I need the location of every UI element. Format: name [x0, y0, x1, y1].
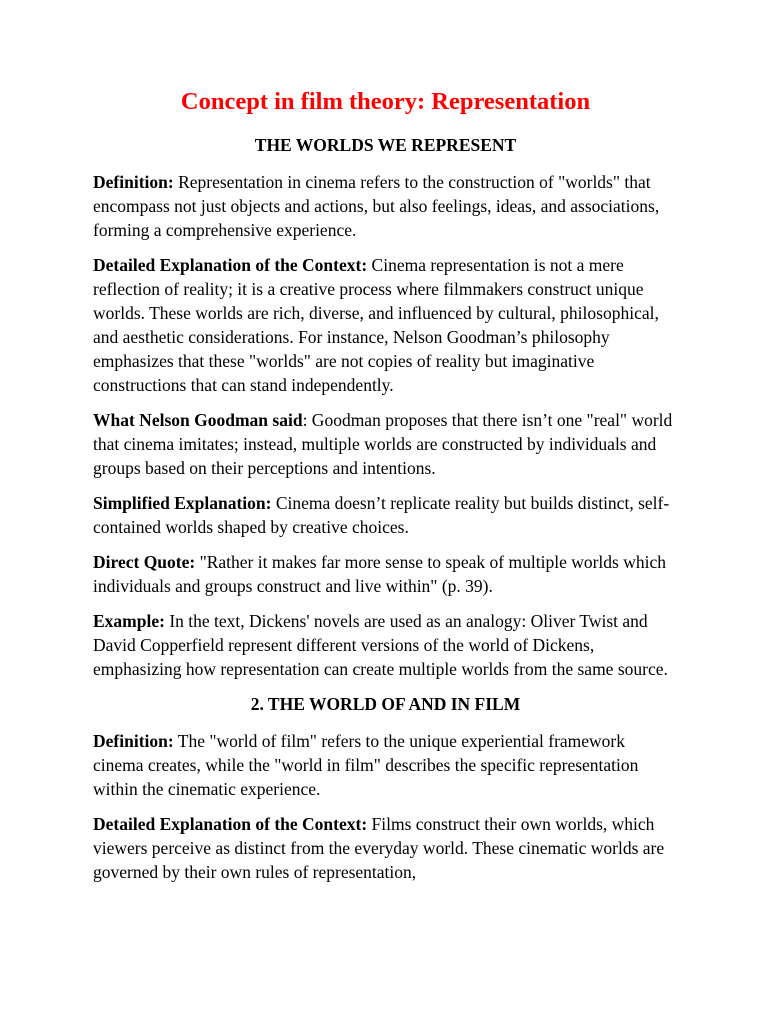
paragraph-label: Direct Quote:: [93, 552, 196, 572]
section-heading: THE WORLDS WE REPRESENT: [254, 135, 517, 155]
document-title: Concept in film theory: Representation: [180, 88, 591, 115]
paragraph-detailed-explanation: [93, 812, 678, 884]
paragraph-label: Definition:: [93, 172, 174, 192]
paragraph-text: In the text, Dickens' novels are used as an analogy: Oliver Twist and David Copperfield represent different versions of the world of Dickens, emphasizing how representation can create multiple worlds from the same source.: [93, 611, 668, 679]
section-heading: 2. THE WORLD OF AND IN FILM: [250, 694, 521, 714]
document-page: [93, 86, 678, 895]
paragraph-text: The "world of film" refers to the unique experiential framework cinema creates, while the "world in film" describes the specific representation within the cinematic experience.: [93, 731, 639, 799]
paragraph-label: What Nelson Goodman said: [93, 410, 303, 430]
paragraph-label: Detailed Explanation of the Context:: [93, 255, 368, 275]
paragraph-example: [93, 609, 678, 681]
paragraph-label: Definition:: [93, 731, 174, 751]
paragraph-text: "Rather it makes far more sense to speak of multiple worlds which individuals and groups construct and live within" (p. 39).: [93, 552, 666, 596]
paragraph-text: Cinema representation is not a mere reflection of reality; it is a creative process where filmmakers construct unique worlds. These worlds are rich, diverse, and influenced by cultural, philosophical, and aesthetic considerations. For instance, Nelson Goodman’s philosophy emphasizes that these "worlds" are not copies of reality but imaginative constructions that can stand independently.: [93, 255, 659, 395]
paragraph-text: Cinema doesn’t replicate reality but builds distinct, self-contained worlds shaped by creative choices.: [93, 493, 670, 537]
paragraph-detailed-explanation: [93, 253, 678, 397]
paragraph-text: Representation in cinema refers to the construction of "worlds" that encompass not just objects and actions, but also feelings, ideas, and associations, forming a comprehensive experience.: [93, 172, 660, 240]
paragraph-label: Simplified Explanation:: [93, 493, 272, 513]
paragraph-definition: [93, 170, 678, 242]
paragraph-label: Example:: [93, 611, 165, 631]
paragraph-goodman: [93, 408, 678, 480]
paragraph-text: Films construct their own worlds, which viewers perceive as distinct from the everyday world. These cinematic worlds are governed by their own rules of representation,: [93, 814, 665, 882]
paragraph-definition: [93, 729, 678, 801]
paragraph-label: Detailed Explanation of the Context:: [93, 814, 368, 834]
paragraph-text: : Goodman proposes that there isn’t one "real" world that cinema imitates; instead, multiple worlds are constructed by individuals and groups based on their perceptions and intentions.: [93, 410, 673, 478]
paragraph-simplified: [93, 491, 678, 539]
paragraph-quote: [93, 550, 678, 598]
